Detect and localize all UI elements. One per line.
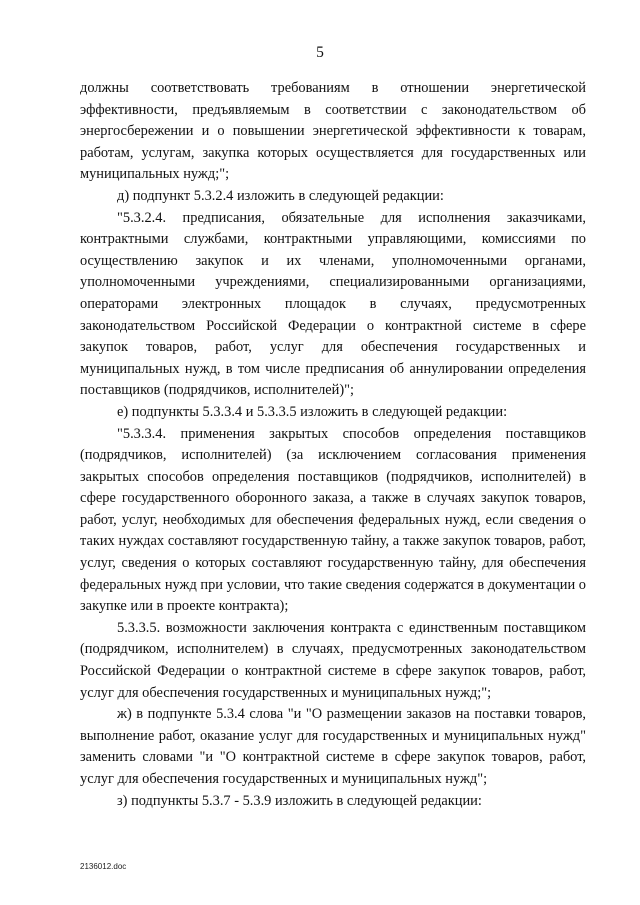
- file-name-label: 2136012.doc: [80, 862, 127, 871]
- paragraph-5-3-3-4: "5.3.3.4. применения закрытых способов определения поставщиков (подрядчиков, исполнителей) (за исключением согласования применения закрытых способов определения поставщиков (подрядчиков, исполнителей) в сфере государственного оборонного заказа, а также в случаях закупок товаров, работ, услуг, необходимых для обеспечения федеральных нужд, если сведения о таких нуждах составляют государственную тайну, а также закупок товаров, работ, услуг, сведения о которых составляют государственную тайну, для обеспечения федеральных нужд при условии, что такие сведения содержатся в документации о закупке или в проекте контракта);: [80, 425, 586, 615]
- paragraph-continuation: должны соответствовать требованиям в отношении энергетической эффективности, предъявляемым в соответствии с законодательством об энергосбережении и о повышении энергетической эффективности к товарам, работам, услугам, закупка которых осуществляется для государственных или муниципальных нужд;";: [80, 80, 586, 183]
- paragraph-item-z: з) подпункты 5.3.7 - 5.3.9 изложить в следующей редакции:: [117, 792, 482, 809]
- paragraph-item-zh: ж) в подпункте 5.3.4 слова "и "О размещении заказов на поставки товаров, выполнение работ, оказание услуг для государственных и муниципальных нужд" заменить словами "и "О контрактной системе в сфере закупок товаров, работ, услуг для обеспечения государственных и муниципальных нужд";: [80, 706, 586, 787]
- page-number: 5: [316, 44, 324, 61]
- paragraph-5-3-2-4: "5.3.2.4. предписания, обязательные для исполнения заказчиками, контрактными службами, контрактными управляющими, комиссиями по осуществлению закупок и их членами, уполномоченными органами, уполномоченными учреждениями, специализированными организациями, операторами электронных площадок в случаях, предусмотренных законодательством Российской Федерации о контрактной системе в сфере закупок товаров, работ, услуг для обеспечения государственных и муниципальных нужд, в том числе предписания об аннулировании определения поставщиков (подрядчиков, исполнителей)";: [80, 209, 586, 399]
- paragraph-item-e: е) подпункты 5.3.3.4 и 5.3.3.5 изложить в следующей редакции:: [117, 403, 508, 420]
- paragraph-5-3-3-5: 5.3.3.5. возможности заключения контракта с единственным поставщиком (подрядчиком, исполнителем) в случаях, предусмотренных законодательством Российской Федерации о контрактной системе в сфере закупок товаров, работ, услуг для обеспечения государственных и муниципальных нужд;";: [80, 619, 586, 701]
- paragraph-item-d: д) подпункт 5.3.2.4 изложить в следующей редакции:: [117, 187, 444, 204]
- document-body: [80, 78, 586, 812]
